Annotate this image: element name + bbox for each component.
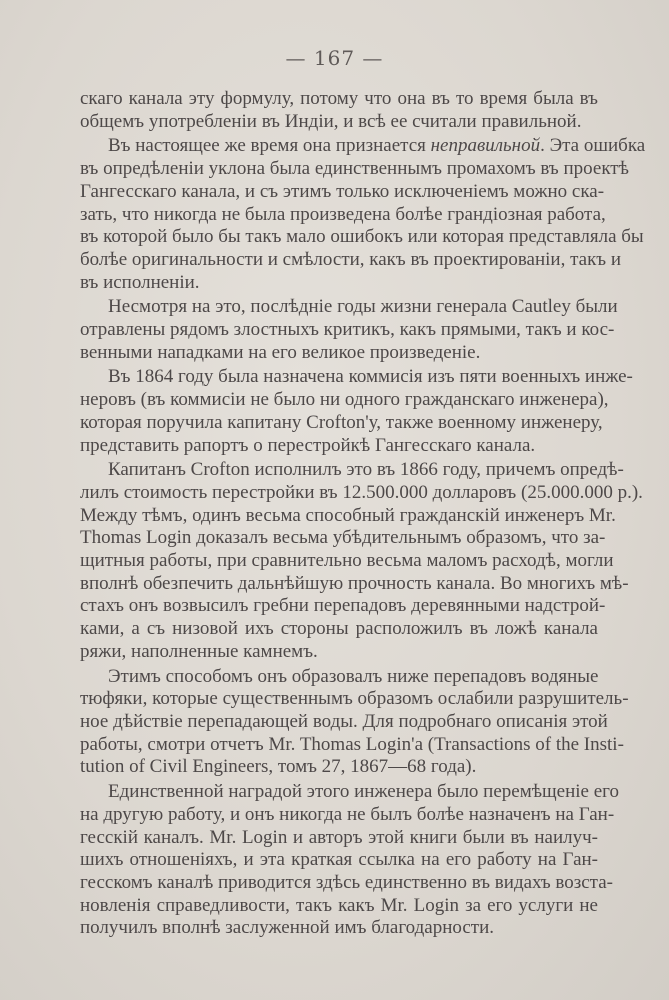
text-line: ное дѣйствіе перепадающей воды. Для подробнаго описанія этой — [80, 710, 608, 732]
paragraph — [80, 459, 643, 663]
text-line: ряжи, наполненные камнемъ. — [80, 640, 318, 662]
paragraph — [80, 88, 598, 133]
text-line: лилъ стоимость перестройки въ 12.500.000 долларовъ (25.000.000 р.). — [80, 481, 643, 503]
emphasized-word: неправильной — [430, 135, 541, 157]
text-line: въ исполненіи. — [80, 271, 200, 293]
page-number: — 167 — — [285, 46, 384, 70]
paragraph — [80, 781, 619, 940]
paragraph — [80, 296, 618, 364]
text-line: Между тѣмъ, одинъ весьма способный гражданскій инженеръ Mr. — [80, 504, 616, 526]
text-line: представить рапортъ о перестройкѣ Гангесскаго канала. — [80, 434, 536, 456]
body-text — [80, 88, 646, 942]
text-line: Этимъ способомъ онъ образовалъ ниже перепадовъ водяные — [108, 665, 599, 687]
text-line: щитныя работы, при сравнительно весьма маломъ расходѣ, могли — [80, 550, 614, 572]
paragraph — [80, 135, 646, 294]
text-line: отравлены рядомъ злостныхъ критикъ, какъ прямыми, такъ и кос- — [80, 319, 615, 341]
text-line: вполнѣ обезпечить дальнѣйшую прочность канала. Во многихъ мѣ- — [80, 572, 629, 594]
text-line: въ опредѣленіи уклона была единственнымъ промахомъ въ проектѣ — [80, 158, 629, 180]
text-line: получилъ вполнѣ заслуженной имъ благодарности. — [80, 917, 494, 939]
paragraph — [80, 366, 633, 457]
text-line: Гангесскаго канала, и съ этимъ только исключеніемъ можно ска- — [80, 180, 605, 202]
text-line: въ которой было бы такъ мало ошибокъ или которая представляла бы — [80, 226, 644, 248]
text-line: ками, а съ низовой ихъ стороны расположилъ въ ложѣ канала — [80, 618, 598, 640]
text-line: Въ настоящее же время она признается неправильной. Эта ошибка — [108, 135, 646, 157]
text-line: которая поручила капитану Crofton'у, также военному инженеру, — [80, 411, 603, 433]
text-line: новленія справедливости, такъ какъ Mr. Login за его услуги не — [80, 894, 598, 916]
text-line: Единственной наградой этого инженера было перемѣщеніе его — [108, 781, 619, 803]
text-line: гесскомъ каналѣ приводится здѣсь единственно въ видахъ возста- — [80, 871, 613, 893]
text-line: гесскій каналъ. Mr. Login и авторъ этой книги были въ наилуч- — [80, 826, 598, 848]
text-line: tution of Civil Engineers, томъ 27, 1867—68 года). — [80, 756, 477, 778]
text-line: Капитанъ Crofton исполнилъ это въ 1866 году, причемъ опредѣ- — [108, 459, 624, 481]
text-line: венными нападками на его великое произведеніе. — [80, 341, 481, 363]
text-line: общемъ употребленіи въ Индіи, и всѣ ее считали правильной. — [80, 110, 582, 132]
text-line: Въ 1864 году была назначена коммисія изъ пяти военныхъ инже- — [108, 366, 633, 388]
text-line: стахъ онъ возвысилъ гребни перепадовъ деревянными надстрой- — [80, 595, 606, 617]
text-line: скаго канала эту формулу, потому что она въ то время была въ — [80, 88, 598, 109]
text-line: работы, смотри отчетъ Mr. Thomas Login'а (Transactions of the Insti- — [80, 733, 624, 755]
text-line: неровъ (въ коммисіи не было ни одного гражданскаго инженера), — [80, 389, 609, 411]
text-line: болѣе оригинальности и смѣлости, какъ въ проектированіи, такъ и — [80, 248, 622, 270]
text-line: Thomas Login доказалъ весьма убѣдительнымъ образомъ, что за- — [80, 527, 606, 549]
text-line: шихъ отношеніяхъ, и эта краткая ссылка на его работу на Ган- — [80, 849, 598, 871]
text-line: зать, что никогда не была произведена болѣе грандіозная работа, — [80, 203, 606, 225]
text-line: Несмотря на это, послѣдніе годы жизни генерала Cautley были — [108, 296, 618, 318]
text-line: на другую работу, и онъ никогда не былъ болѣе назначенъ на Ган- — [80, 803, 615, 825]
text-line: тюфяки, которые существеннымъ образомъ ослабили разрушитель- — [80, 688, 629, 710]
paragraph — [80, 665, 629, 780]
